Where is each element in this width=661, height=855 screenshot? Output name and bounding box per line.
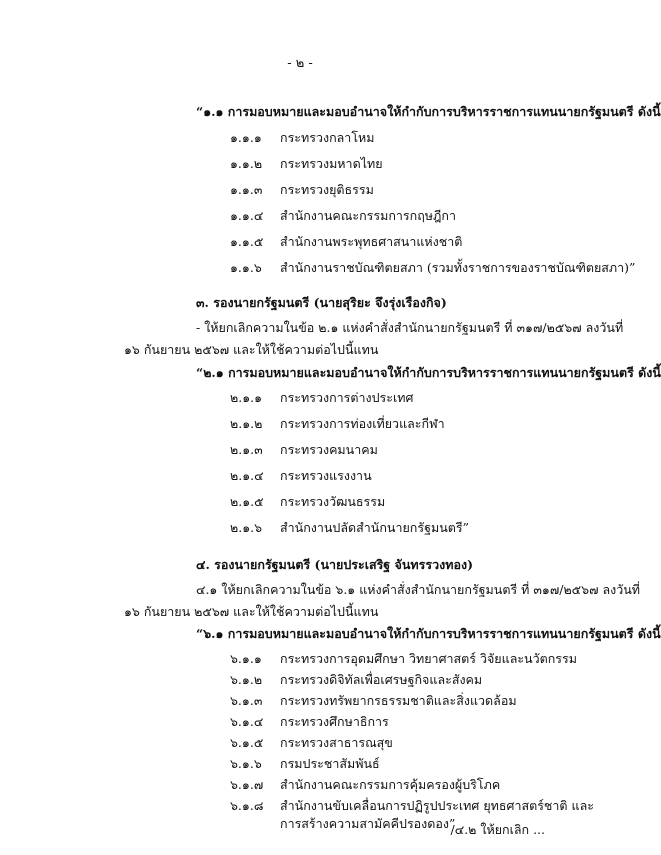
list-item [230, 735, 393, 751]
item-text: กระทรวงการท่องเที่ยวและกีฬา [280, 416, 445, 431]
list-item [230, 234, 462, 250]
item-text: กระทรวงดิจิทัลเพื่อเศรษฐกิจและสังคม [280, 672, 483, 687]
item-number: ๑.๑.๒ [230, 156, 263, 171]
item-text: กระทรวงยุติธรรม [280, 182, 374, 197]
section-3-paragraph-line-2: ๑๖ กันยายน ๒๕๖๗ และให้ใช้ความต่อไปนี้แทน [124, 342, 379, 357]
list-item [230, 416, 445, 432]
section-4-heading: “๖.๑ การมอบหมายและมอบอำนาจให้กำกับการบริหารราชการแทนนายกรัฐมนตรี ดังนี้ [196, 626, 661, 641]
item-number: ๒.๑.๒ [230, 416, 263, 431]
item-number: ๖.๑.๘ [230, 798, 264, 813]
list-item [230, 468, 372, 484]
item-text: กระทรวงศึกษาธิการ [280, 714, 389, 729]
item-number: ๒.๑.๔ [230, 468, 264, 483]
list-item [230, 798, 594, 814]
item-text-continuation: การสร้างความสามัคคีปรองดอง” [280, 816, 456, 831]
page-number: - ๒ - [287, 56, 313, 71]
list-item [230, 693, 517, 709]
item-number: ๒.๑.๓ [230, 442, 263, 457]
list-item [230, 494, 385, 510]
item-number: ๖.๑.๓ [230, 693, 263, 708]
list-item [230, 756, 380, 772]
item-text: สำนักงานพระพุทธศาสนาแห่งชาติ [280, 234, 463, 249]
item-number: ๖.๑.๒ [230, 672, 263, 687]
item-number: ๑.๑.๓ [230, 182, 263, 197]
item-text: กระทรวงวัฒนธรรม [280, 494, 386, 509]
item-text: กระทรวงแรงงาน [280, 468, 372, 483]
item-number: ๑.๑.๖ [230, 260, 262, 275]
list-item [230, 260, 635, 276]
list-item [230, 156, 383, 172]
list-item [230, 390, 413, 406]
item-text: สำนักงานปลัดสำนักนายกรัฐมนตรี” [280, 520, 469, 535]
item-text: กระทรวงกลาโหม [280, 130, 375, 145]
list-item [230, 182, 374, 198]
item-number: ๖.๑.๑ [230, 651, 262, 666]
section-3-paragraph-line-1: - ให้ยกเลิกความในข้อ ๒.๑ แห่งคำสั่งสำนักนายกรัฐมนตรี ที่ ๓๑๗/๒๕๖๗ ลงวันที่ [196, 320, 624, 335]
item-text: สำนักงานคณะกรรมการกฤษฎีกา [280, 208, 456, 223]
item-number: ๑.๑.๔ [230, 208, 264, 223]
list-item [230, 777, 500, 793]
section-4-paragraph-line-1: ๔.๑ ให้ยกเลิกความในข้อ ๖.๑ แห่งคำสั่งสำนักนายกรัฐมนตรี ที่ ๓๑๗/๒๕๖๗ ลงวันที่ [196, 582, 641, 597]
list-item [230, 651, 577, 667]
item-text: กระทรวงการอุดมศึกษา วิทยาศาสตร์ วิจัยและนวัตกรรม [280, 651, 577, 666]
list-item [230, 208, 456, 224]
item-number: ๑.๑.๕ [230, 234, 264, 249]
item-text: กระทรวงการต่างประเทศ [280, 390, 414, 405]
item-text: กระทรวงคมนาคม [280, 442, 378, 457]
item-number: ๖.๑.๕ [230, 735, 264, 750]
item-text: สำนักงานคณะกรรมการคุ้มครองผู้บริโภค [280, 777, 501, 792]
list-item [230, 130, 375, 146]
item-text: สำนักงานราชบัณฑิตยสภา (รวมทั้งราชการของราชบัณฑิตยสภา)” [280, 260, 636, 275]
item-number: ๖.๑.๗ [230, 777, 264, 792]
item-number: ๒.๑.๖ [230, 520, 263, 535]
section-4-title: ๔. รองนายกรัฐมนตรี (นายประเสริฐ จันทรรวงทอง) [196, 557, 473, 572]
item-text: กระทรวงมหาดไทย [280, 156, 383, 171]
list-item [230, 520, 469, 536]
list-item [230, 714, 389, 730]
item-text: กระทรวงสาธารณสุข [280, 735, 393, 750]
continuation-footer: /๔.๒ ให้ยกเลิก ... [450, 822, 545, 837]
section-3-title: ๓. รองนายกรัฐมนตรี (นายสุริยะ จึงรุ่งเรืองกิจ) [196, 295, 447, 310]
item-number: ๒.๑.๑ [230, 390, 263, 405]
list-item [230, 672, 482, 688]
item-number: ๑.๑.๑ [230, 130, 262, 145]
item-number: ๒.๑.๕ [230, 494, 264, 509]
item-text: กระทรวงทรัพยากรธรรมชาติและสิ่งแวดล้อม [280, 693, 517, 708]
item-text: กรมประชาสัมพันธ์ [280, 756, 380, 771]
list-item [230, 442, 378, 458]
item-number: ๖.๑.๖ [230, 756, 262, 771]
section-3-heading: “๒.๑ การมอบหมายและมอบอำนาจให้กำกับการบริหารราชการแทนนายกรัฐมนตรี ดังนี้ [196, 365, 661, 380]
item-number: ๖.๑.๔ [230, 714, 264, 729]
section-4-paragraph-line-2: ๑๖ กันยายน ๒๕๖๗ และให้ใช้ความต่อไปนี้แทน [124, 604, 379, 619]
section-1-heading: “๑.๑ การมอบหมายและมอบอำนาจให้กำกับการบริหารราชการแทนนายกรัฐมนตรี ดังนี้ [196, 104, 661, 119]
item-text: สำนักงานขับเคลื่อนการปฏิรูปประเทศ ยุทธศาสตร์ชาติ และ [280, 798, 594, 813]
